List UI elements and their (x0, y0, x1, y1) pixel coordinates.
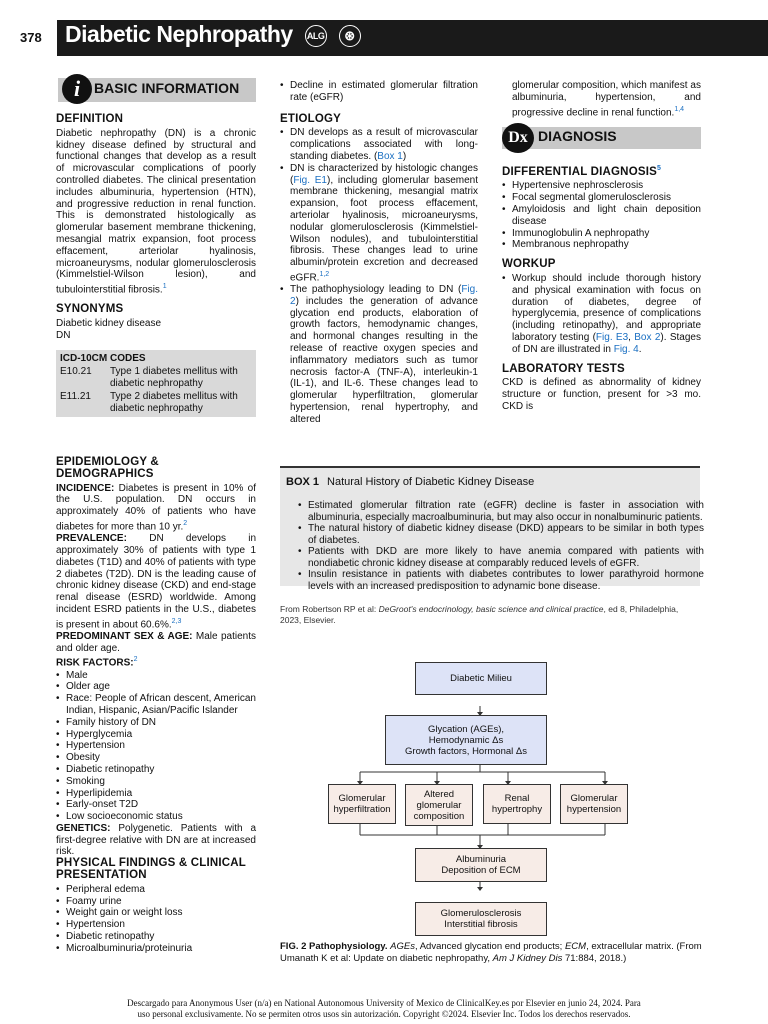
list-item: • Estimated glomerular filtration rate (eGFR) decline is faster in association with albuminuria, especially macroalbuminuria, but may also occur in nonalbuminuric patients. (308, 500, 704, 523)
list-item: • Hyperglycemia (66, 729, 256, 741)
list-item: • Early-onset T2D (66, 799, 256, 811)
box1-list (298, 500, 704, 592)
list-item: • Obesity (66, 752, 256, 764)
list-item: • Peripheral edema (66, 884, 256, 896)
laboratory-text: CKD is defined as abnormality of kidney structure or function, present for >3 mo. CKD is (502, 377, 701, 412)
column-3 (502, 80, 701, 413)
list-item: • Hypertension (66, 919, 256, 931)
basic-information-banner (58, 78, 256, 102)
list-item: • Diabetic retinopathy (66, 764, 256, 776)
dx-icon: Dx (502, 123, 534, 153)
box1 (280, 466, 704, 592)
list-item: • Workup should include thorough history and physical examination with focus on duration of diabetes, degree of hyperglycemia, presence of complications (including retinopathy), and appropriate laboratory testing (Fig. E3, Box 2). Stages of DN are illustrated in Fig. 4. (512, 273, 701, 356)
figure-caption: FIG. 2 Pathophysiology. AGEs, Advanced glycation end products; ECM, extracellular matrix. (From Umanath K et al: Update on diabetic nephropathy, Am J Kidney Dis 71:884, 2018.) (280, 941, 702, 964)
fig-box-glomerulosclerosis: Glomerulosclerosis Interstitial fibrosis (415, 902, 547, 936)
fig-e3-link[interactable]: Fig. E3 (595, 331, 629, 343)
icd-row (60, 366, 252, 389)
column-2 (280, 80, 478, 426)
fig-box-albuminuria: Albuminuria Deposition of ECM (415, 848, 547, 882)
icd-desc: Type 1 diabetes mellitus with diabetic nephropathy (110, 366, 238, 389)
risk-factors-list (56, 670, 256, 823)
risk-factors-label: RISK FACTORS:$^2$ (56, 656, 138, 669)
icd-codes-box (56, 350, 256, 418)
icd-heading: ICD-10CM CODES (60, 352, 146, 364)
list-item: • Patients with DKD are more likely to have anemia compared with patients with nondiabetic chronic kidney disease at comparably reduced levels of eGFR. (308, 546, 704, 569)
list-item: • Male (66, 670, 256, 682)
fig4-link[interactable]: Fig. 4 (613, 343, 639, 355)
list-item: • Membranous nephropathy (512, 239, 701, 251)
definition-text: Diabetic nephropathy (DN) is a chronic kidney disease defined by structural and functional changes that develop as a result of microvascular complications of poorly controlled diabetes. The clinical presentation includes albuminuria, hypertension (HTN), and progressive reduction in renal function. This is demonstrated histologically as glomerular basement membrane thickening, mesangial matrix expansion, foot process effacement, arteriolar hyalinosis, microaneurysms, nodular glomerulosclerosis (Kimmelstiel-Wilson lesion), and tubulointerstitial fibrosis.$^1$ (56, 127, 256, 296)
list-item: • Foamy urine (66, 896, 256, 908)
title-text: Diabetic Nephropathy (65, 21, 293, 47)
alg-badge-icon: ALG (305, 25, 327, 47)
synonym-item: Diabetic kidney disease (56, 318, 162, 330)
workup-heading: WORKUP (502, 258, 556, 271)
list-item: • Race: People of African descent, American Indian, Hispanic, Asian/Pacific Islander (66, 693, 256, 717)
continuation-text: glomerular composition, which manifest as albuminuria, hypertension, and progressive decline in renal function.$^{1,4}$ (512, 80, 701, 118)
box1-source: From Robertson RP et al: DeGroot's endocrinology, basic science and clinical practice, ed 8, Philadelphia, 2023, Elsevier. (280, 604, 679, 625)
list-item: • Insulin resistance in patients with diabetes contributes to lower parathyroid hormone levels with an increased predisposition to adynamic bone disease. (308, 569, 704, 592)
list-item: • Weight gain or weight loss (66, 907, 256, 919)
diagnosis-label: DIAGNOSIS (538, 127, 617, 144)
epidemiology-heading: EPIDEMIOLOGY & DEMOGRAPHICS (56, 456, 159, 480)
box2-link[interactable]: Box 2 (634, 331, 661, 343)
synonym-item: DN (56, 329, 71, 341)
list-item: • Decline in estimated glomerular filtration rate (eGFR) (290, 80, 478, 104)
fig-box-diabetic-milieu: Diabetic Milieu (415, 662, 547, 695)
list-item: • Older age (66, 681, 256, 693)
list-item: • Smoking (66, 776, 256, 788)
list-item: • Hyperlipidemia (66, 788, 256, 800)
page-title (65, 21, 361, 48)
list-item: • Low socioeconomic status (66, 811, 256, 823)
box1-title: BOX 1 Natural History of Diabetic Kidney Disease (286, 476, 535, 488)
diagnosis-banner (502, 127, 701, 149)
etiology-list (280, 127, 478, 425)
banner-label: BASIC INFORMATION (94, 80, 240, 96)
physical-findings-heading: PHYSICAL FINDINGS & CLINICAL PRESENTATION (56, 857, 246, 882)
differential-list (502, 180, 701, 251)
prevalence-text: PREVALENCE: DN develops in approximately 30% of patients with type 1 diabetes (T1D) and 40% of patients with type 2 diabetes (T2D). DN is the leading cause of chronic kidney disease (CKD) and end-stage renal disease (ESRD) worldwide. Among incident ESRD patients in the U.S., diabetes is present in about 60.6%.$^{2,3}$ (56, 533, 257, 631)
column-1 (56, 78, 256, 417)
list-item: • The natural history of diabetic kidney disease (DKD) appears to be similar in both types of diabetes. (308, 523, 704, 546)
fig-box-glycation: Glycation (AGEs), Hemodynamic Δs Growth factors, Hormonal Δs (385, 715, 547, 765)
list-item: • Immunoglobulin A nephropathy (512, 228, 701, 240)
page-number: 378 (20, 30, 42, 45)
icd-code: E10.21 (60, 366, 92, 378)
column-1-lower (56, 457, 256, 955)
fig-box-renal-hypertrophy: Renal hypertrophy (483, 784, 551, 824)
genetics-text: GENETICS: Polygenetic. Patients with a first-degree relative with DN are at increased risk. (56, 822, 257, 858)
sex-age-text: PREDOMINANT SEX & AGE: Male patients and older age. (56, 630, 257, 654)
list-item: • Hypertension (66, 740, 256, 752)
list-item: • Microalbuminuria/proteinuria (66, 943, 256, 955)
video-badge-icon: ⊛ (339, 25, 361, 47)
fig-box-hyperfiltration: Glomerular hyperfiltration (328, 784, 396, 824)
fig-box-altered-composition: Altered glomerular composition (405, 784, 473, 826)
fig2-link[interactable]: Fig. 2 (290, 284, 478, 307)
list-item: • Diabetic retinopathy (66, 931, 256, 943)
box1-link[interactable]: Box 1 (377, 150, 403, 162)
list-item: • Amyloidosis and light chain deposition disease (512, 204, 701, 228)
laboratory-heading: LABORATORY TESTS (502, 362, 625, 375)
icd-desc: Type 2 diabetes mellitus with diabetic nephropathy (110, 391, 238, 414)
physical-findings-list (56, 884, 256, 955)
synonyms-heading: SYNONYMS (56, 303, 124, 316)
info-icon: i (62, 74, 92, 104)
fig-e1-link[interactable]: Fig. E1 (293, 174, 327, 186)
fig-box-glomerular-hypertension: Glomerular hypertension (560, 784, 628, 824)
list-item: • Family history of DN (66, 717, 256, 729)
list-item: • Focal segmental glomerulosclerosis (512, 192, 701, 204)
list-item: • Hypertensive nephrosclerosis (512, 180, 701, 192)
icd-row (60, 391, 252, 414)
footer-notice: Descargado para Anonymous User (n/a) en National Autonomous University of Mexico de ClinicalKey.es por Elsevier en junio 24, 2024. Para uso personal exclusivamente. No se permiten otros usos sin autorización. Copyright ©2024. Elsevier Inc. Todos los derechos reservados. (127, 998, 641, 1019)
definition-heading: DEFINITION (56, 113, 124, 125)
list-item: • The pathophysiology leading to DN (Fig. 2) includes the generation of advance glycation end products, elaboration of growth factors, hemodynamic changes, and hormonal changes resulting in the release of reactive oxygen species and inflammatory mediators such as tumor necrosis factor-A (TNF-A), interleukin-1 (IL-1), and IL-6. These changes lead to glomerular hyperfiltration, glomerular hypertension, renal hypertrophy, and altered (290, 284, 478, 426)
differential-heading: DIFFERENTIAL DIAGNOSIS$^5$ (502, 164, 662, 178)
workup-list (502, 273, 701, 356)
icd-code: E11.21 (60, 391, 91, 403)
incidence-text: INCIDENCE: Diabetes is present in 10% of the U.S. population. DN occurs in approximately 40% of patients who have diabetes for more than 10 yr.$^2$ (56, 482, 256, 533)
list-item: • DN is characterized by histologic changes (Fig. E1), including glomerular basement membrane thickening, mesangial matrix expansion, foot process effacement, arteriolar hyalinosis, microaneurysms, nodular glomerulosclerosis (Kimmelstiel-Wilson nodules), and tubulointerstitial fibrosis. These changes lead to urine albumin/protein excretion and decreased eGFR.$^{1,2}$ (290, 163, 478, 284)
list-item: • DN develops as a result of microvascular complications associated with long-standing diabetes. (Box 1) (290, 127, 478, 162)
egfr-list (280, 80, 478, 104)
etiology-heading: ETIOLOGY (280, 112, 342, 125)
